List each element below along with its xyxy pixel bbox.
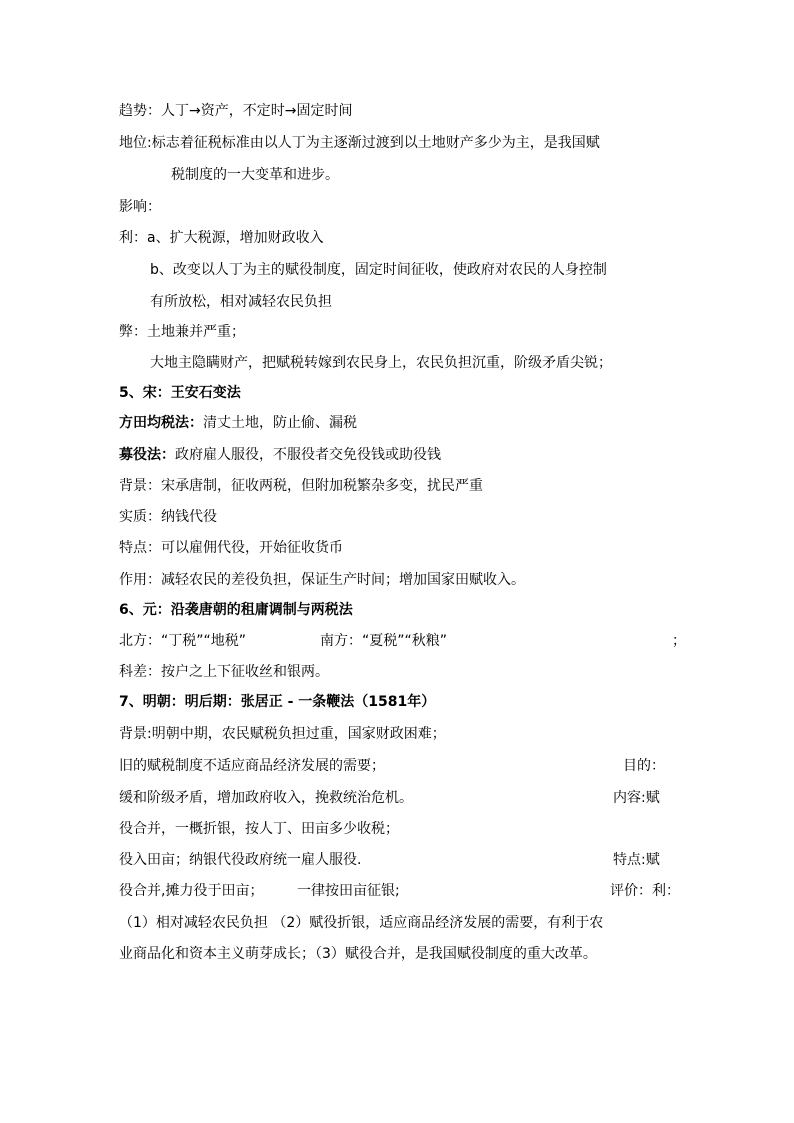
status-line-cont: 税制度的一大变革和进步。: [171, 167, 339, 183]
muyi-label: 募役法：: [119, 447, 175, 463]
trend-line: 趋势：人丁→资产，不定时→固定时间: [119, 103, 353, 119]
fangtian-text: 清丈土地，防止偷、漏税: [203, 415, 357, 431]
ming-background: 背景:明朝中期，农民赋税负担过重，国家财政困难；: [119, 726, 446, 742]
yuan-semicolon: ；: [672, 633, 686, 649]
ming-evaluation-cont: 业商品化和资本主义萌芽成长；（3）赋役合并，是我国赋役制度的重大改革。: [119, 946, 597, 962]
song-effect: 作用：减轻农民的差役负担，保证生产时间；增加国家田赋收入。: [119, 572, 525, 588]
ming-feature-b: 一律按田亩征银;: [297, 883, 400, 899]
section-6-heading: 6、元：沿袭唐朝的租庸调制与两税法: [119, 602, 353, 618]
ming-feature-label: 特点:赋: [613, 852, 660, 868]
ming-content-label: 内容:赋: [613, 790, 660, 806]
fangtian-label: 方田均税法：: [119, 415, 203, 431]
ming-content: 役合并，一概折银，按人丁、田亩多少收税；: [119, 821, 399, 837]
song-background: 背景：宋承唐制，征收两税，但附加税繁杂多变，扰民严重: [119, 478, 483, 494]
benefit-b-cont: 有所放松，相对减轻农民负担: [150, 294, 332, 310]
muyi-text: 政府雇人服役，不服役者交免役钱或助役钱: [175, 447, 441, 463]
ming-purpose-label: 目的：: [623, 758, 665, 774]
drawback-line: 弊：土地兼并严重；: [119, 324, 245, 340]
ming-purpose: 缓和阶级矛盾，增加政府收入，挽救统治危机。: [119, 790, 413, 806]
fangtian-line: [119, 413, 357, 433]
drawback-detail: 大地主隐瞒财产，把赋税转嫁到农民身上，农民负担沉重，阶级矛盾尖锐；: [150, 355, 612, 371]
ming-old-system: 旧的赋税制度不适应商品经济发展的需要；: [119, 758, 385, 774]
benefit-a: 利：a、扩大税源，增加财政收入: [119, 230, 324, 246]
yuan-kecha: 科差：按户之上下征收丝和银两。: [119, 664, 329, 680]
section-5-heading: 5、宋：王安石变法: [119, 385, 241, 401]
muyi-line: [119, 445, 441, 465]
ming-content-cont: 役入田亩；纳银代役政府统一雇人服役.: [119, 852, 362, 868]
yuan-north: 北方：“丁税”“地税”: [119, 633, 247, 649]
ming-evaluation-label: 评价：利：: [610, 883, 680, 899]
status-line: 地位:标志着征税标准由以人丁为主逐渐过渡到以土地财产多少为主，是我国赋: [119, 135, 600, 151]
benefit-b: b、改变以人丁为主的赋役制度，固定时间征收，使政府对农民的人身控制: [150, 262, 607, 278]
yuan-south: 南方：“夏税”“秋粮”: [320, 633, 448, 649]
ming-evaluation: （1）相对减轻农民负担 （2）赋役折银，适应商品经济发展的需要，有利于农: [119, 915, 604, 931]
ming-feature-a: 役合并,摊力役于田亩；: [119, 883, 264, 899]
song-essence: 实质：纳钱代役: [119, 509, 217, 525]
impact-heading: 影响：: [119, 199, 161, 215]
song-feature: 特点：可以雇佣代役，开始征收货币: [119, 540, 343, 556]
section-7-heading: 7、明朝：明后期：张居正 - 一条鞭法（1581年）: [119, 694, 436, 710]
